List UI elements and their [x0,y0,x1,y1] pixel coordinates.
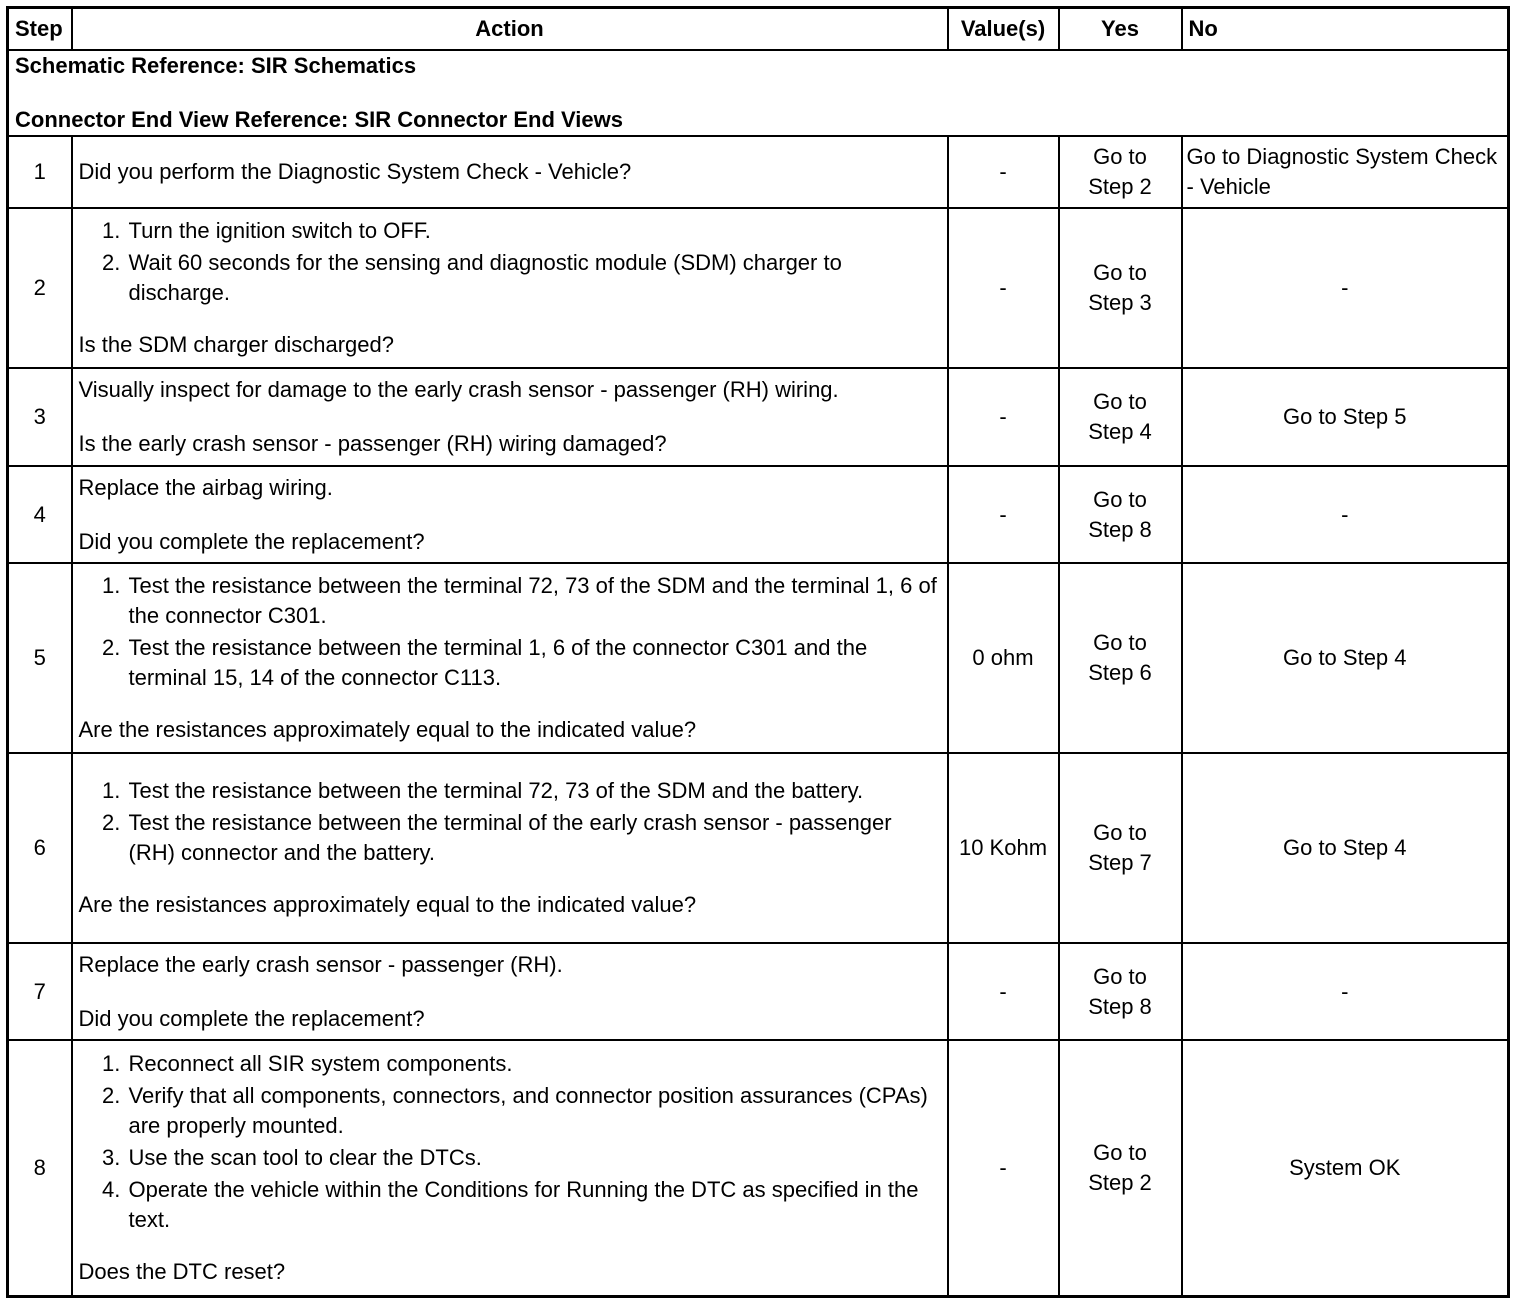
no-cell: Go to Step 4 [1182,753,1509,943]
reference-cell [8,50,1509,136]
action-cell [72,1040,948,1296]
value-cell: - [948,943,1059,1040]
yes-cell [1059,753,1182,943]
header-action: Action [72,8,948,51]
action-question: Does the DTC reset? [78,1258,286,1284]
table-row [8,208,1509,368]
list-item: 4. Operate the vehicle within the Conditions for Running the DTC as specified in the text. [127,1175,941,1235]
action-question: Is the SDM charger discharged? [78,332,394,357]
yes-step: Step 7 [1088,850,1152,875]
action-text: Replace the early crash sensor - passenger (RH). [78,951,563,977]
yes-goto: Go to [1093,1139,1147,1165]
list-item: 2. Test the resistance between the terminal 1, 6 of the connector C301 and the terminal 15, 14 of the connector C113. [127,633,941,693]
action-question: Did you complete the replacement? [78,1005,425,1031]
yes-step: Step 2 [1088,174,1152,199]
header-step: Step [8,8,72,51]
no-cell: - [1182,466,1509,563]
action-question: Are the resistances approximately equal to the indicated value? [78,892,697,917]
diagnostic-table [6,6,1510,1298]
action-question: Are the resistances approximately equal to the indicated value? [78,717,697,742]
header-no: No [1182,8,1509,51]
value-cell: - [948,466,1059,563]
table-row [8,368,1509,466]
yes-cell [1059,136,1182,208]
value-cell: - [948,208,1059,368]
table-row [8,1040,1509,1296]
yes-cell [1059,208,1182,368]
yes-cell [1059,943,1182,1040]
action-list [79,571,941,693]
yes-step: Step 4 [1088,419,1152,444]
list-item: 1. Test the resistance between the terminal 72, 73 of the SDM and the terminal 1, 6 of the connector C301. [127,571,941,631]
yes-cell [1059,466,1182,563]
table-row [8,753,1509,943]
yes-goto: Go to [1093,630,1147,655]
list-item: 2. Test the resistance between the terminal of the early crash sensor - passenger (RH) connector and the battery. [127,808,941,868]
yes-cell [1059,563,1182,753]
list-item: 1. Test the resistance between the terminal 72, 73 of the SDM and the battery. [127,776,941,806]
yes-goto: Go to [1093,820,1147,845]
table-row [8,136,1509,208]
yes-step: Step 8 [1088,516,1152,542]
action-cell [72,563,948,753]
list-item: 1. Reconnect all SIR system components. [127,1049,941,1079]
step-number: 2 [8,208,72,368]
header-yes: Yes [1059,8,1182,51]
yes-cell [1059,368,1182,466]
action-text: Did you perform the Diagnostic System Check - Vehicle? [78,159,632,184]
value-cell: - [948,1040,1059,1296]
value-cell: 0 ohm [948,563,1059,753]
no-cell: Go to Step 5 [1182,368,1509,466]
list-item: 1. Turn the ignition switch to OFF. [127,216,941,246]
action-list [79,216,941,308]
list-item: 2. Wait 60 seconds for the sensing and diagnostic module (SDM) charger to discharge. [127,248,941,308]
connector-reference: Connector End View Reference: SIR Connector End Views [15,107,623,132]
action-question: Did you complete the replacement? [78,528,425,554]
step-number: 5 [8,563,72,753]
yes-step: Step 3 [1088,290,1152,315]
action-cell [72,208,948,368]
header-values: Value(s) [948,8,1059,51]
action-cell [72,368,948,466]
reference-row [8,50,1509,136]
yes-goto: Go to [1093,486,1147,512]
yes-step: Step 6 [1088,660,1152,685]
header-row [8,8,1509,51]
no-cell: Go to Step 4 [1182,563,1509,753]
action-list [79,776,941,868]
table-row [8,563,1509,753]
no-cell: System OK [1182,1040,1509,1296]
list-item: 2. Verify that all components, connectors, and connector position assurances (CPAs) are properly mounted. [127,1081,941,1141]
action-cell [72,943,948,1040]
yes-step: Step 8 [1088,993,1152,1019]
action-question: Is the early crash sensor - passenger (RH) wiring damaged? [78,431,667,456]
value-cell: - [948,368,1059,466]
action-text: Visually inspect for damage to the early crash sensor - passenger (RH) wiring. [78,377,839,402]
action-cell [72,136,948,208]
yes-goto: Go to [1093,963,1147,989]
value-cell: 10 Kohm [948,753,1059,943]
step-number: 7 [8,943,72,1040]
yes-goto: Go to [1093,144,1147,169]
action-cell [72,466,948,563]
yes-goto: Go to [1093,260,1147,285]
yes-goto: Go to [1093,389,1147,414]
step-number: 4 [8,466,72,563]
action-list [79,1049,941,1235]
schematic-reference: Schematic Reference: SIR Schematics [15,53,417,78]
value-cell: - [948,136,1059,208]
list-item: 3. Use the scan tool to clear the DTCs. [127,1143,941,1173]
no-cell: Go to Diagnostic System Check - Vehicle [1182,136,1509,208]
step-number: 3 [8,368,72,466]
action-cell [72,753,948,943]
action-text: Replace the airbag wiring. [78,474,333,500]
no-cell: - [1182,208,1509,368]
step-number: 6 [8,753,72,943]
yes-cell [1059,1040,1182,1296]
no-cell: - [1182,943,1509,1040]
table-row [8,466,1509,563]
table-row [8,943,1509,1040]
step-number: 1 [8,136,72,208]
yes-step: Step 2 [1088,1169,1152,1195]
step-number: 8 [8,1040,72,1296]
